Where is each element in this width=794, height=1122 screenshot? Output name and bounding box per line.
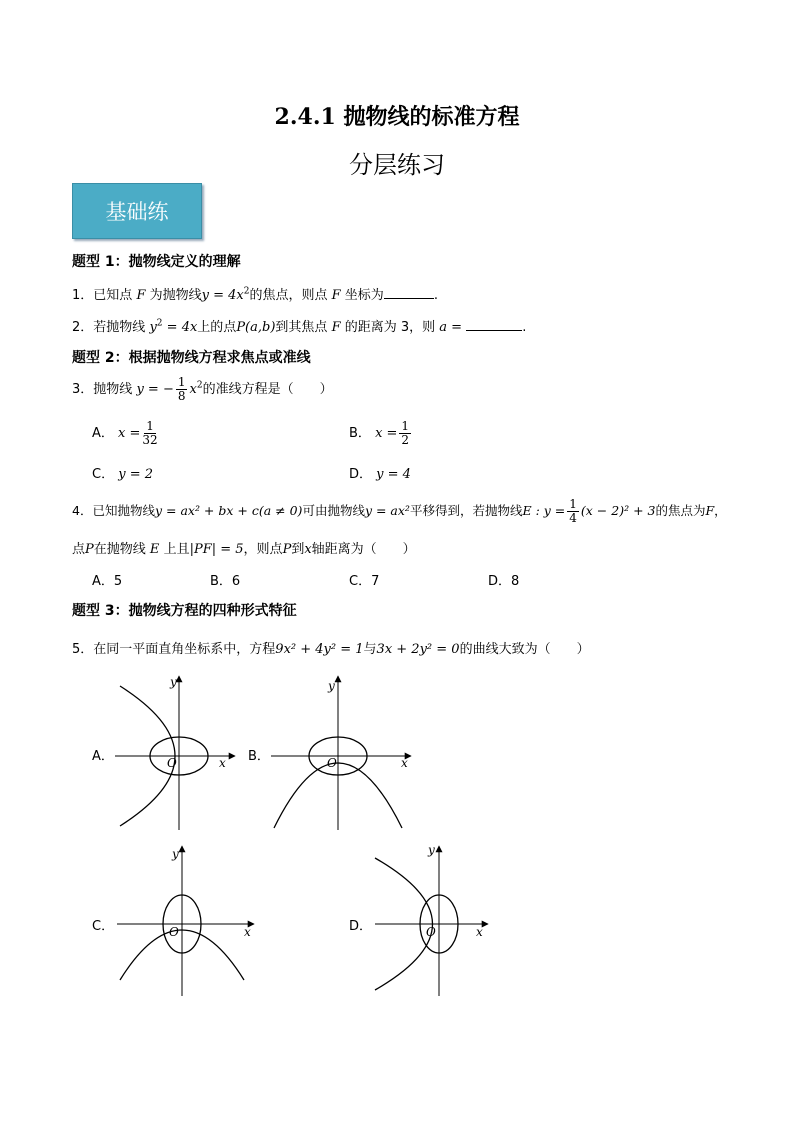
- question-number: 5．: [72, 642, 94, 657]
- graph-b: [266, 668, 421, 833]
- math: P(a,b): [236, 320, 276, 335]
- text: ，: [714, 503, 727, 518]
- text: 到: [291, 542, 305, 557]
- math: 3x + 2y² = 0: [376, 642, 460, 657]
- math-exp: 2: [156, 318, 163, 329]
- question-2: [72, 316, 526, 335]
- question-number: 2．: [72, 320, 94, 335]
- math: P: [282, 542, 292, 557]
- text: 平移得到，若抛物线: [409, 503, 523, 518]
- math: F: [331, 288, 341, 303]
- graph-option-a[interactable]: A．: [92, 749, 114, 764]
- y-axis-label: y: [328, 679, 335, 693]
- text: 的距离为 3，则: [344, 320, 436, 335]
- graph-option-c[interactable]: C．: [92, 919, 115, 934]
- option-label: D．: [349, 467, 373, 482]
- math: F: [136, 288, 146, 303]
- text: 坐标为: [344, 288, 384, 303]
- question-number: 1．: [72, 288, 94, 303]
- page-subtitle: 分层练习: [349, 151, 445, 179]
- text: ，则点: [243, 542, 283, 557]
- math: F: [331, 320, 341, 335]
- math: E : y =: [522, 503, 566, 518]
- text: 抛物线: [93, 382, 133, 397]
- option-label: A．: [92, 426, 114, 441]
- numerator: 1: [146, 419, 154, 433]
- option-a[interactable]: A．5: [92, 574, 123, 589]
- fraction: [176, 376, 188, 403]
- math: x =: [118, 426, 141, 441]
- math: y = −: [136, 382, 174, 397]
- section-heading-1: 题型 1：抛物线定义的理解: [72, 254, 241, 270]
- option-b[interactable]: B．6: [210, 574, 241, 589]
- text: 上且: [163, 542, 190, 557]
- math: y = 4x: [201, 288, 244, 303]
- math-exp: 2: [196, 380, 203, 391]
- text: 的焦点为: [655, 503, 706, 518]
- text: 上的点: [197, 320, 237, 335]
- math: E: [149, 542, 160, 557]
- text: 的准线方程是（ ）: [202, 382, 333, 397]
- text: 在抛物线: [93, 542, 146, 557]
- option-label: B．: [349, 426, 371, 441]
- graph-option-b[interactable]: B．: [248, 749, 270, 764]
- graph-a: [110, 668, 250, 833]
- math: |PF| = 5: [189, 542, 244, 557]
- origin-label: O: [169, 925, 179, 939]
- origin-label: O: [426, 925, 436, 939]
- text: 为抛物线: [149, 288, 202, 303]
- text: 的曲线大致为（ ）: [459, 642, 590, 657]
- text: 轴距离为（ ）: [311, 542, 416, 557]
- fraction: [399, 420, 411, 447]
- text: 的焦点，则点: [249, 288, 328, 303]
- y-axis-label: y: [172, 847, 179, 861]
- page-title: 2.4.1 抛物线的标准方程: [274, 104, 520, 130]
- math: x: [304, 542, 312, 557]
- section-heading-2: 题型 2：根据抛物线方程求焦点或准线: [72, 350, 311, 366]
- text: 已知点: [93, 288, 133, 303]
- x-axis-label: x: [219, 756, 226, 770]
- origin-label: O: [167, 756, 177, 770]
- denominator: 8: [177, 389, 186, 403]
- math: = 4x: [162, 320, 198, 335]
- x-axis-label: x: [244, 925, 251, 939]
- y-axis-label: y: [428, 843, 435, 857]
- question-number: 4．: [72, 503, 93, 518]
- graph-c: [112, 840, 262, 1000]
- math: y = 2: [118, 467, 153, 482]
- text: 已知抛物线: [92, 503, 155, 518]
- text: 在同一平面直角坐标系中，方程: [93, 642, 276, 657]
- math: x: [189, 382, 197, 397]
- question-number: 3．: [72, 382, 94, 397]
- question-3: [72, 376, 333, 403]
- math: y = ax²: [364, 503, 410, 518]
- answer-blank[interactable]: [384, 286, 434, 299]
- text: 可由抛物线: [302, 503, 365, 518]
- question-4: [72, 498, 727, 525]
- y-axis-label: y: [170, 675, 177, 689]
- origin-label: O: [327, 756, 337, 770]
- answer-blank[interactable]: [466, 318, 522, 331]
- level-badge: 基础练: [72, 183, 202, 239]
- math: y = ax² + bx + c(a ≠ 0): [154, 503, 303, 518]
- text: .: [433, 288, 438, 303]
- text: 若抛物线: [93, 320, 146, 335]
- option-b[interactable]: [349, 420, 413, 447]
- text: .: [522, 320, 527, 335]
- numerator: 1: [177, 375, 186, 389]
- math: F: [705, 503, 715, 518]
- math: a =: [439, 320, 463, 335]
- denominator: 2: [401, 433, 410, 447]
- option-label: C．: [92, 467, 115, 482]
- option-c[interactable]: C．7: [349, 574, 380, 589]
- numerator: 1: [401, 419, 410, 433]
- math-exp: 2: [243, 286, 250, 297]
- fraction: [567, 498, 579, 525]
- graph-d: [370, 840, 495, 1000]
- option-d[interactable]: [349, 463, 411, 482]
- x-axis-label: x: [401, 756, 408, 770]
- numerator: 1: [569, 497, 577, 511]
- math: P: [85, 542, 94, 557]
- option-c[interactable]: [92, 463, 153, 482]
- math: y = 4: [376, 467, 411, 482]
- x-axis-label: x: [476, 925, 483, 939]
- text: 到其焦点: [275, 320, 328, 335]
- section-heading-3: 题型 3：抛物线方程的四种形式特征: [72, 603, 297, 619]
- fraction: [142, 420, 157, 447]
- option-d[interactable]: D．8: [488, 574, 520, 589]
- text: 与: [363, 642, 377, 657]
- graph-option-d[interactable]: D．: [349, 919, 373, 934]
- denominator: 32: [142, 433, 158, 447]
- math: 9x² + 4y² = 1: [275, 642, 364, 657]
- text: 点: [72, 542, 86, 557]
- math: x =: [375, 426, 398, 441]
- denominator: 4: [569, 511, 577, 525]
- question-1: [72, 284, 438, 303]
- option-a[interactable]: [92, 420, 160, 447]
- question-4-line-2: [72, 538, 416, 557]
- math: (x − 2)² + 3: [580, 503, 656, 518]
- math: y: [149, 320, 157, 335]
- question-5: [72, 638, 590, 657]
